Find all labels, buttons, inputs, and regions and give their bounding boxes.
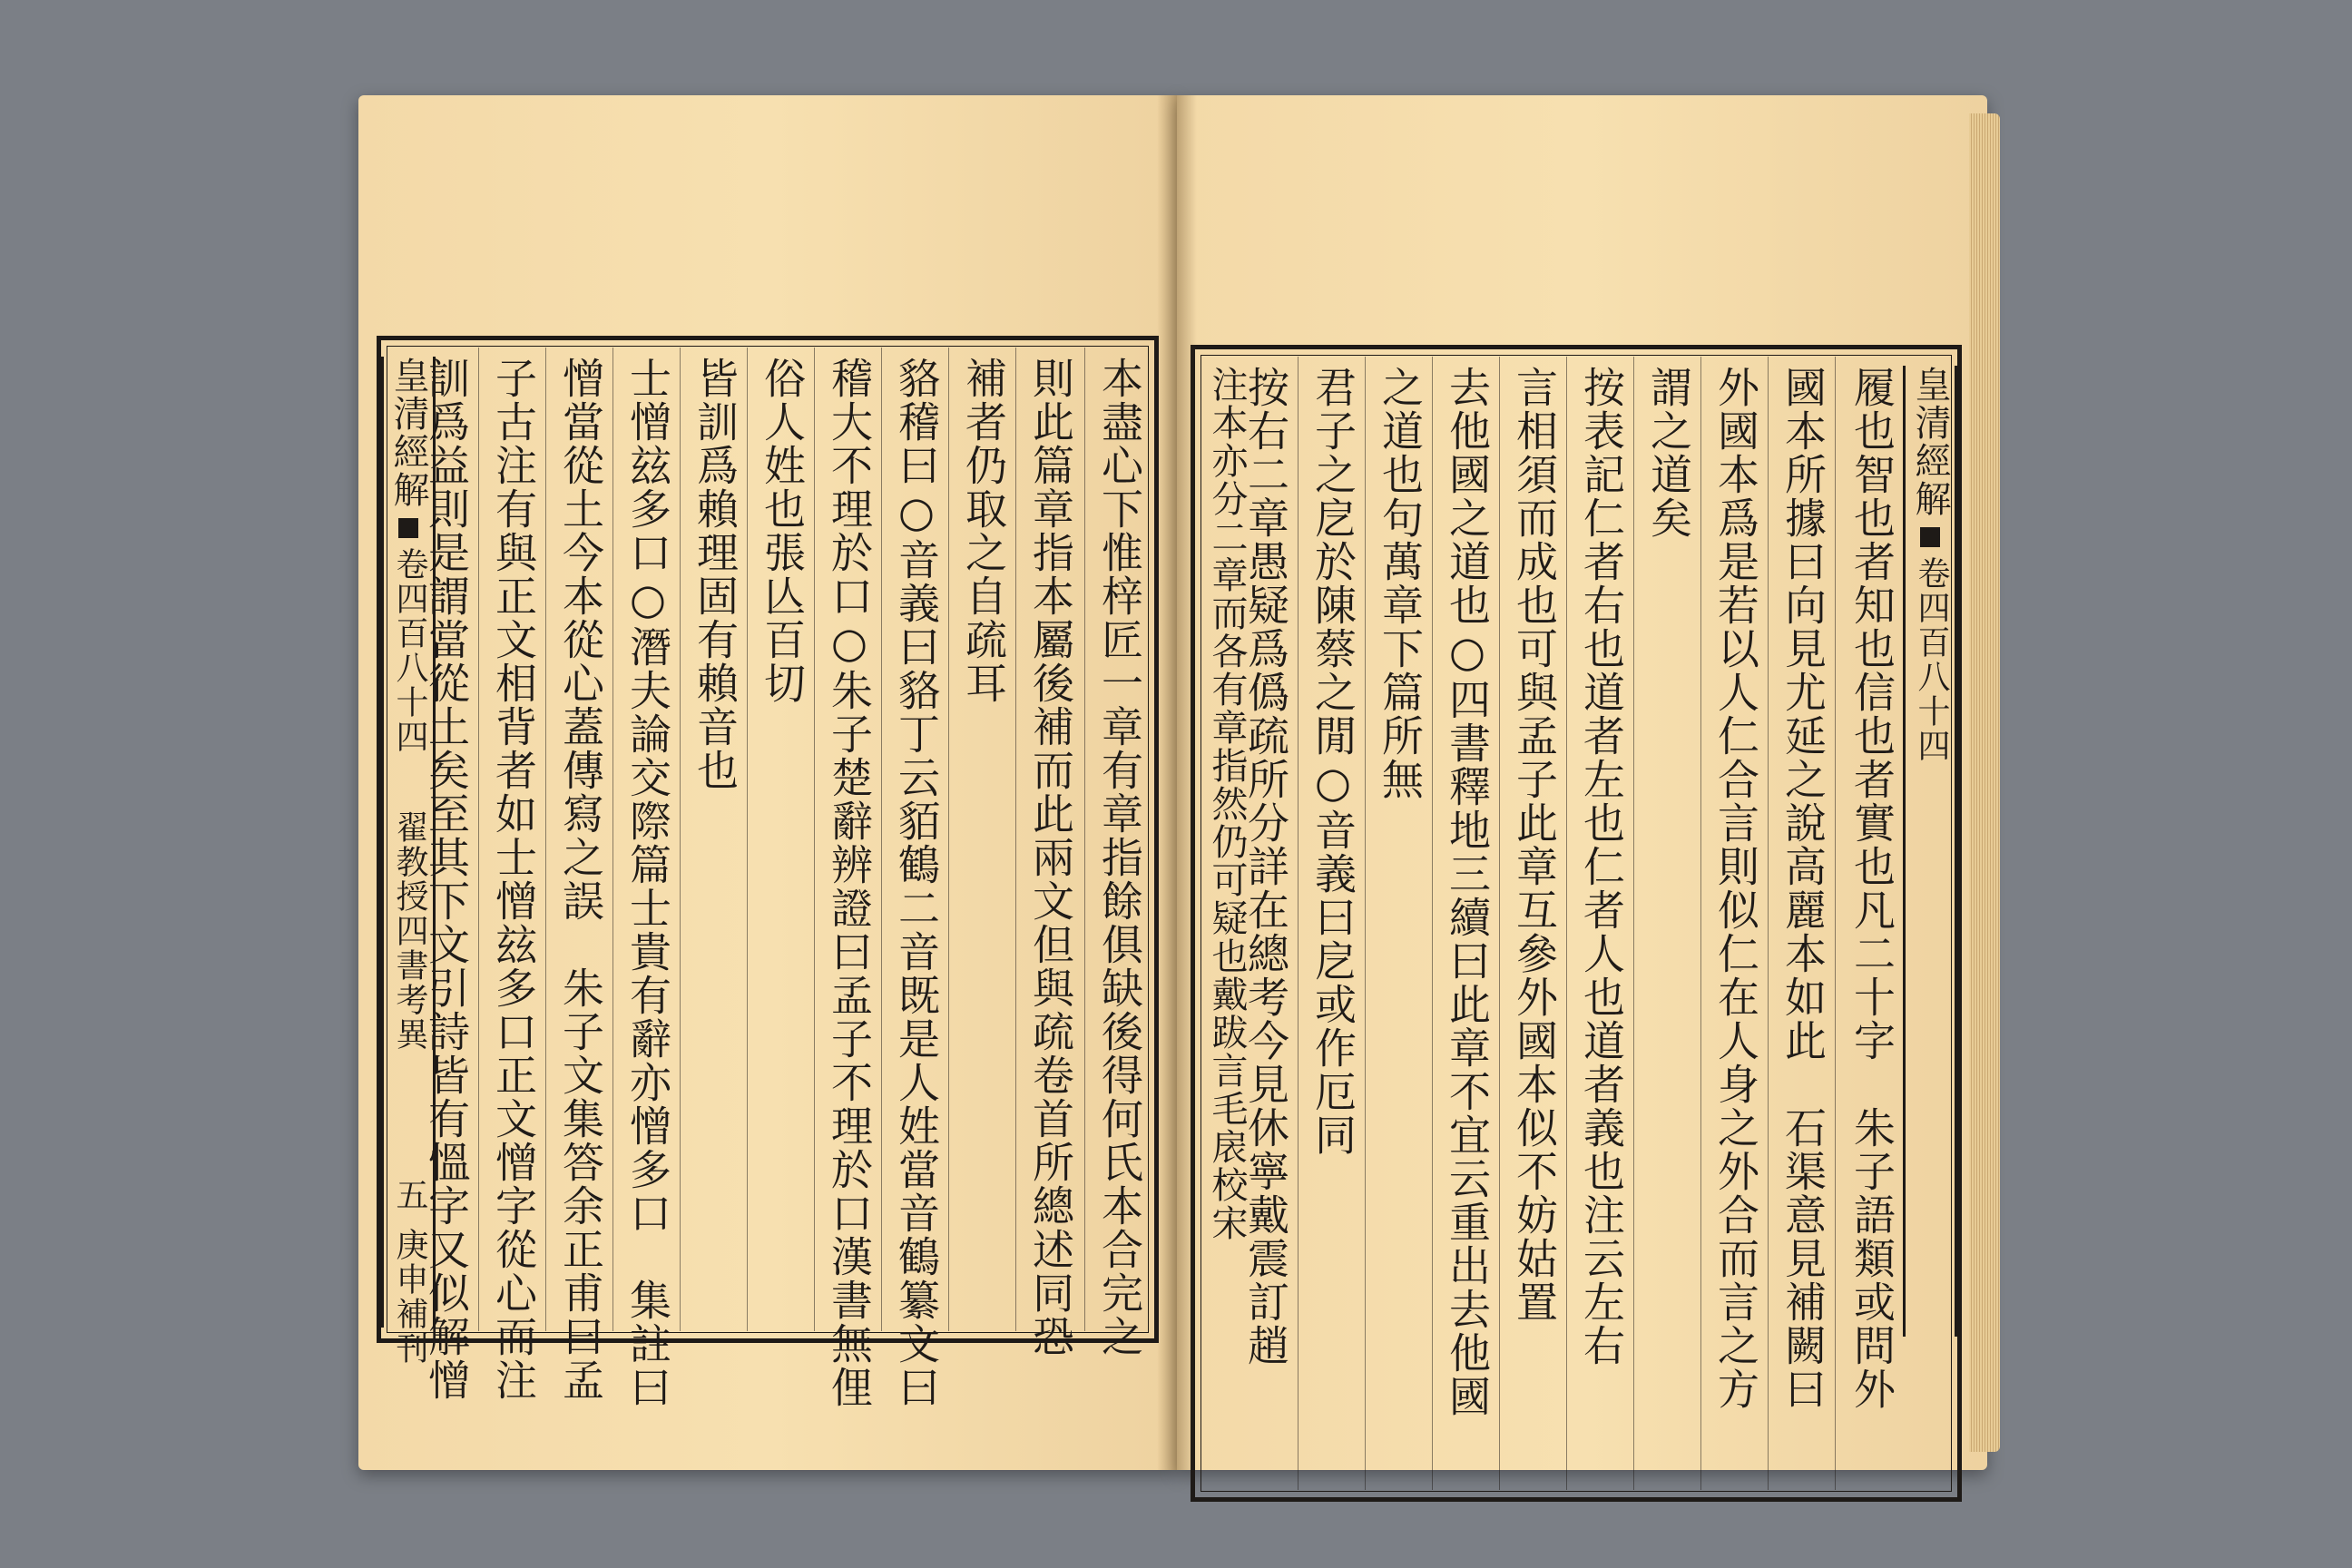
- right-page: [1177, 95, 1987, 1470]
- left-column-10: 子古注有與正文相背者如士憎玆多口正文憎字從心而注: [489, 357, 538, 1402]
- left-author-title: 翟教授四書考異: [391, 810, 428, 1052]
- left-text-frame: [377, 336, 1159, 1409]
- fishtail-marker: [1920, 527, 1940, 547]
- left-column-9: 憎當從土今本從心蓋傳寫之誤 朱子文集答余正甫曰孟: [556, 357, 605, 1402]
- left-juan-label: 卷四百八十四: [391, 547, 428, 754]
- page-edges: [1969, 113, 2000, 1452]
- left-column-7: 皆訓爲賴理固有賴音也: [691, 357, 740, 792]
- left-margin-strip: [381, 357, 436, 1366]
- right-margin-strip: [1903, 366, 1957, 1337]
- right-column-4: 謂之道矣: [1644, 366, 1693, 540]
- right-column-6: 言相須而成也可與孟子此章互參外國本似不妨姑置: [1510, 366, 1559, 1324]
- right-column-3: 外國本爲是若以人仁合言則似仁在人身之外合而言之方: [1711, 366, 1760, 1411]
- fishtail-marker: [398, 518, 418, 538]
- open-book: [358, 95, 2005, 1470]
- left-column-11: 訓爲益則是謂當從土矣至其下文引詩皆有慍字又似解憎: [422, 357, 471, 1402]
- right-column-8: 之道也句萬章下篇所無: [1376, 366, 1425, 801]
- right-column-7: 去他國之道也○四書釋地三續曰此章不宜云重出去他國: [1443, 366, 1492, 1418]
- left-column-8: 士憎玆多口○潛夫論交際篇士貴有辭亦憎多口 集註曰: [623, 357, 672, 1409]
- left-column-5: 稽大不理於口○朱子楚辭辨證曰孟子不理於口漢書無俚: [825, 357, 874, 1409]
- left-column-1: 本盡心下惟梓匠一章有章指餘俱缺後得何氏本合完之: [1095, 357, 1144, 1358]
- left-leaf-number: 五: [391, 1178, 428, 1212]
- right-running-head: 皇清經解: [1909, 366, 1951, 518]
- left-page: [358, 95, 1177, 1470]
- right-column-10: 按右二章愚疑爲僞疏所分詳在總考今見休寧戴震訂趙: [1241, 366, 1290, 1367]
- right-column-2: 國本所據曰向見尤延之說高麗本如此 石渠意見補闕曰: [1779, 366, 1828, 1411]
- right-column-1: 履也智也者知也信也者實也凡二十字 朱子語類或問外: [1847, 366, 1896, 1411]
- right-column-11: 注本亦分二章而各有章指然仍可疑也戴跋言毛扆校宋: [1206, 366, 1248, 1242]
- right-text-frame: [1191, 345, 1962, 1502]
- left-edition-note: 庚申補刊: [391, 1228, 428, 1366]
- left-running-head: 皇清經解: [387, 357, 429, 509]
- right-column-9: 君子之戹於陳蔡之閒○音義曰戹或作厄同: [1308, 366, 1357, 1157]
- book-gutter: [1157, 95, 1197, 1470]
- right-column-5: 按表記仁者右也道者左也仁者人也道者義也注云左右: [1577, 366, 1626, 1367]
- left-column-4: 貉稽曰○音義曰貉丁云貊鶴二音既是人姓當音鶴纂文曰: [892, 357, 941, 1409]
- left-column-6: 俗人姓也張亾百切: [758, 357, 807, 705]
- right-juan-label: 卷四百八十四: [1913, 556, 1950, 763]
- left-column-3: 補者仍取之自疏耳: [959, 357, 1008, 705]
- left-column-2: 則此篇章指本屬後補而此兩文但與疏卷首所總述同恐: [1026, 357, 1075, 1358]
